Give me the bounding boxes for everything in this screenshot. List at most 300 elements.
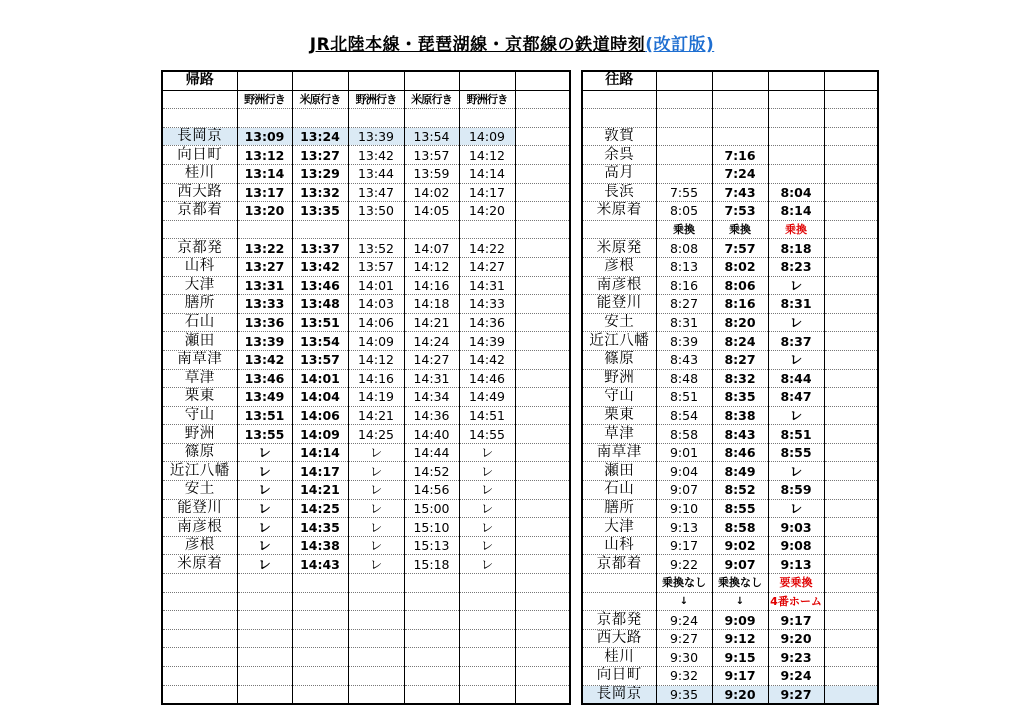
header-row <box>582 71 878 90</box>
time-cell: 14:21 <box>404 313 459 332</box>
time-cell: レ <box>348 536 404 555</box>
table-row <box>582 127 878 146</box>
time-cell: 9:17 <box>712 667 768 686</box>
empty-cell <box>824 685 878 704</box>
time-cell: 14:55 <box>459 425 515 444</box>
time-cell: レ <box>459 443 515 462</box>
time-cell: 8:16 <box>656 276 712 295</box>
empty-cell <box>824 518 878 537</box>
time-cell <box>656 127 712 146</box>
station-name: 守山 <box>162 406 237 425</box>
table-row <box>582 462 878 481</box>
empty-cell <box>824 257 878 276</box>
station-name: 米原着 <box>582 202 656 221</box>
empty-cell <box>515 71 570 90</box>
empty-cell <box>459 611 515 630</box>
time-cell: 乗換 <box>712 220 768 239</box>
empty-cell <box>712 90 768 109</box>
station-name: 山科 <box>582 536 656 555</box>
table-row <box>162 499 570 518</box>
empty-cell <box>515 592 570 611</box>
time-cell: レ <box>237 518 292 537</box>
page-title <box>0 30 1024 55</box>
time-cell <box>404 220 459 239</box>
table-row <box>162 257 570 276</box>
time-cell: 7:57 <box>712 239 768 258</box>
spacer-row <box>162 592 570 611</box>
empty-cell <box>162 648 237 667</box>
empty-cell <box>515 555 570 574</box>
time-cell: 14:12 <box>348 350 404 369</box>
station-name: 膳所 <box>162 295 237 314</box>
table-row <box>582 164 878 183</box>
time-cell: 14:12 <box>459 146 515 165</box>
empty-cell <box>824 388 878 407</box>
time-cell: 9:24 <box>656 611 712 630</box>
table-row <box>162 369 570 388</box>
empty-cell <box>515 481 570 500</box>
station-name: 大津 <box>162 276 237 295</box>
time-cell: 14:51 <box>459 406 515 425</box>
empty-cell <box>824 443 878 462</box>
time-cell: 13:39 <box>348 127 404 146</box>
table-row <box>162 518 570 537</box>
time-cell: 13:35 <box>292 202 348 221</box>
time-cell: 14:25 <box>348 425 404 444</box>
station-name: 石山 <box>582 481 656 500</box>
time-cell: レ <box>459 499 515 518</box>
table-row <box>582 406 878 425</box>
time-cell: 15:00 <box>404 499 459 518</box>
empty-cell <box>459 109 515 128</box>
empty-cell <box>348 109 404 128</box>
table-row <box>162 276 570 295</box>
empty-cell <box>515 332 570 351</box>
station-name: 瀬田 <box>582 462 656 481</box>
time-cell: レ <box>768 276 824 295</box>
table-row <box>162 127 570 146</box>
table-row <box>582 499 878 518</box>
empty-cell <box>404 667 459 686</box>
time-cell: 13:20 <box>237 202 292 221</box>
time-cell: 14:24 <box>404 332 459 351</box>
empty-cell <box>824 592 878 611</box>
time-cell: 要乗換 <box>768 574 824 593</box>
time-cell: 乗換 <box>768 220 824 239</box>
time-cell: 14:17 <box>459 183 515 202</box>
time-cell: 13:37 <box>292 239 348 258</box>
empty-cell <box>162 611 237 630</box>
empty-cell <box>824 611 878 630</box>
empty-cell <box>515 369 570 388</box>
time-cell: 14:49 <box>459 388 515 407</box>
empty-cell <box>515 164 570 183</box>
empty-cell <box>515 257 570 276</box>
time-cell: 14:05 <box>404 202 459 221</box>
table-row <box>582 648 878 667</box>
empty-cell <box>824 202 878 221</box>
table-row <box>162 555 570 574</box>
station-name: 長浜 <box>582 183 656 202</box>
station-name: 向日町 <box>162 146 237 165</box>
time-cell <box>656 164 712 183</box>
empty-cell <box>162 629 237 648</box>
time-cell: 8:31 <box>768 295 824 314</box>
empty-cell <box>404 685 459 704</box>
empty-cell <box>348 667 404 686</box>
time-cell: レ <box>348 518 404 537</box>
empty-cell <box>656 90 712 109</box>
time-cell: 9:04 <box>656 462 712 481</box>
time-cell: ↓ <box>656 592 712 611</box>
time-cell: 13:09 <box>237 127 292 146</box>
time-cell: レ <box>237 499 292 518</box>
empty-cell <box>515 146 570 165</box>
time-cell: 8:59 <box>768 481 824 500</box>
empty-cell <box>292 648 348 667</box>
empty-cell <box>162 109 237 128</box>
time-cell: 14:04 <box>292 388 348 407</box>
time-cell <box>459 220 515 239</box>
time-cell: 9:17 <box>656 536 712 555</box>
empty-cell <box>515 629 570 648</box>
station-name: 近江八幡 <box>162 462 237 481</box>
station-name: 南彦根 <box>582 276 656 295</box>
table-row <box>582 239 878 258</box>
station-name: 篠原 <box>582 350 656 369</box>
empty-cell <box>162 574 237 593</box>
empty-cell <box>515 202 570 221</box>
time-cell: 14:02 <box>404 183 459 202</box>
empty-cell <box>515 462 570 481</box>
empty-cell <box>824 425 878 444</box>
station-name: 栗東 <box>162 388 237 407</box>
time-cell: 14:25 <box>292 499 348 518</box>
time-cell <box>768 164 824 183</box>
empty-cell <box>515 443 570 462</box>
time-cell: 9:17 <box>768 611 824 630</box>
time-cell: 9:23 <box>768 648 824 667</box>
time-cell: レ <box>237 555 292 574</box>
empty-cell <box>824 109 878 128</box>
time-cell: 14:36 <box>459 313 515 332</box>
empty-cell <box>459 574 515 593</box>
table-row <box>582 257 878 276</box>
time-cell: 13:24 <box>292 127 348 146</box>
table-row <box>162 481 570 500</box>
empty-cell <box>824 313 878 332</box>
time-cell: レ <box>348 555 404 574</box>
time-cell: 13:39 <box>237 332 292 351</box>
time-cell: 9:07 <box>656 481 712 500</box>
empty-cell <box>404 592 459 611</box>
destination-header: 米原行き <box>292 90 348 109</box>
empty-cell <box>515 313 570 332</box>
time-cell: 8:04 <box>768 183 824 202</box>
empty-cell <box>515 611 570 630</box>
time-cell: 8:58 <box>656 425 712 444</box>
table-row <box>582 332 878 351</box>
time-cell: 8:20 <box>712 313 768 332</box>
station-name <box>162 220 237 239</box>
empty-cell <box>515 406 570 425</box>
time-cell: レ <box>348 481 404 500</box>
station-name: 京都着 <box>582 555 656 574</box>
time-cell: レ <box>237 443 292 462</box>
station-name: 京都着 <box>162 202 237 221</box>
empty-cell <box>515 183 570 202</box>
time-cell: 13:49 <box>237 388 292 407</box>
time-cell: 9:03 <box>768 518 824 537</box>
section-label: 帰路 <box>162 71 237 90</box>
table-row <box>162 164 570 183</box>
empty-cell <box>824 536 878 555</box>
time-cell: 13:50 <box>348 202 404 221</box>
time-cell: 7:55 <box>656 183 712 202</box>
table-row <box>582 350 878 369</box>
time-cell: 14:03 <box>348 295 404 314</box>
time-cell: 14:34 <box>404 388 459 407</box>
empty-cell <box>515 667 570 686</box>
empty-cell <box>656 109 712 128</box>
time-cell: 14:56 <box>404 481 459 500</box>
table-row <box>582 574 878 593</box>
empty-cell <box>515 276 570 295</box>
empty-cell <box>292 109 348 128</box>
time-cell: 8:44 <box>768 369 824 388</box>
time-cell: レ <box>768 462 824 481</box>
empty-cell <box>656 71 712 90</box>
time-cell: 9:27 <box>768 685 824 704</box>
table-row <box>582 388 878 407</box>
time-cell: 14:36 <box>404 406 459 425</box>
time-cell: 15:13 <box>404 536 459 555</box>
empty-cell <box>824 555 878 574</box>
time-cell: 8:46 <box>712 443 768 462</box>
empty-cell <box>824 648 878 667</box>
empty-cell <box>348 71 404 90</box>
time-cell: 14:39 <box>459 332 515 351</box>
time-cell: 13:12 <box>237 146 292 165</box>
time-cell <box>656 146 712 165</box>
empty-cell <box>824 90 878 109</box>
destination-header: 野洲行き <box>459 90 515 109</box>
empty-cell <box>768 71 824 90</box>
time-cell: レ <box>237 462 292 481</box>
empty-cell <box>459 685 515 704</box>
station-name: 向日町 <box>582 667 656 686</box>
table-row <box>582 611 878 630</box>
time-cell: 13:54 <box>404 127 459 146</box>
time-cell: 13:51 <box>237 406 292 425</box>
time-cell: 13:55 <box>237 425 292 444</box>
time-cell: 8:14 <box>768 202 824 221</box>
station-name: 高月 <box>582 164 656 183</box>
outbound-table <box>581 70 879 705</box>
table-row <box>582 629 878 648</box>
table-row <box>162 406 570 425</box>
time-cell: 9:27 <box>656 629 712 648</box>
time-cell: 7:43 <box>712 183 768 202</box>
station-name: 安土 <box>582 313 656 332</box>
station-name: 野洲 <box>582 369 656 388</box>
time-cell: レ <box>237 536 292 555</box>
time-cell: 13:31 <box>237 276 292 295</box>
empty-cell <box>824 499 878 518</box>
table-row <box>582 295 878 314</box>
time-cell: 8:52 <box>712 481 768 500</box>
destination-header: 野洲行き <box>348 90 404 109</box>
time-cell: 14:06 <box>348 313 404 332</box>
time-cell: 8:24 <box>712 332 768 351</box>
empty-cell <box>348 574 404 593</box>
time-cell: 14:01 <box>292 369 348 388</box>
time-cell: 14:40 <box>404 425 459 444</box>
time-cell: 9:13 <box>768 555 824 574</box>
time-cell: 14:06 <box>292 406 348 425</box>
time-cell: 8:51 <box>656 388 712 407</box>
time-cell: 14:18 <box>404 295 459 314</box>
empty-cell <box>404 629 459 648</box>
table-row <box>582 536 878 555</box>
empty-cell <box>515 220 570 239</box>
empty-cell <box>515 518 570 537</box>
time-cell: 13:57 <box>292 350 348 369</box>
time-cell: レ <box>459 462 515 481</box>
empty-cell <box>237 629 292 648</box>
time-cell: 9:32 <box>656 667 712 686</box>
station-name: 彦根 <box>162 536 237 555</box>
station-name: 長岡京 <box>582 685 656 704</box>
spacer-row <box>162 667 570 686</box>
empty-cell <box>824 239 878 258</box>
time-cell: 9:09 <box>712 611 768 630</box>
time-cell: 13:29 <box>292 164 348 183</box>
title-main: JR北陸本線・琵琶湖線・京都線の鉄道時刻 <box>309 35 646 55</box>
time-cell: 8:43 <box>712 425 768 444</box>
time-cell: 13:42 <box>237 350 292 369</box>
time-cell: 9:35 <box>656 685 712 704</box>
empty-cell <box>459 71 515 90</box>
station-name: 余呉 <box>582 146 656 165</box>
empty-cell <box>582 90 656 109</box>
time-cell: 9:30 <box>656 648 712 667</box>
time-cell: 7:53 <box>712 202 768 221</box>
time-cell: 14:38 <box>292 536 348 555</box>
station-name: 南草津 <box>582 443 656 462</box>
empty-cell <box>824 183 878 202</box>
station-name: 米原発 <box>582 239 656 258</box>
table-row <box>162 202 570 221</box>
table-row <box>582 425 878 444</box>
time-cell: 14:35 <box>292 518 348 537</box>
time-cell: 13:46 <box>237 369 292 388</box>
table-row <box>162 388 570 407</box>
time-cell: 14:19 <box>348 388 404 407</box>
table-row <box>162 332 570 351</box>
empty-cell <box>515 425 570 444</box>
empty-cell <box>459 629 515 648</box>
time-cell: 14:20 <box>459 202 515 221</box>
empty-cell <box>237 667 292 686</box>
station-name: 長岡京 <box>162 127 237 146</box>
empty-cell <box>292 611 348 630</box>
time-cell: 14:21 <box>292 481 348 500</box>
empty-cell <box>404 574 459 593</box>
empty-cell <box>292 629 348 648</box>
time-cell: 8:38 <box>712 406 768 425</box>
time-cell <box>768 127 824 146</box>
time-cell: 14:01 <box>348 276 404 295</box>
empty-cell <box>459 648 515 667</box>
empty-cell <box>515 685 570 704</box>
empty-cell <box>515 239 570 258</box>
spacer-row <box>162 685 570 704</box>
station-name: 瀬田 <box>162 332 237 351</box>
table-row <box>582 183 878 202</box>
table-row <box>162 146 570 165</box>
time-cell: 9:22 <box>656 555 712 574</box>
table-row <box>582 276 878 295</box>
station-name: 敦賀 <box>582 127 656 146</box>
table-row <box>162 462 570 481</box>
time-cell: レ <box>459 536 515 555</box>
empty-cell <box>515 536 570 555</box>
return-table <box>161 70 571 705</box>
empty-cell <box>768 90 824 109</box>
time-cell: 14:22 <box>459 239 515 258</box>
time-cell: 13:46 <box>292 276 348 295</box>
time-cell: 13:42 <box>348 146 404 165</box>
empty-cell <box>515 127 570 146</box>
time-cell: 14:42 <box>459 350 515 369</box>
table-row <box>162 183 570 202</box>
empty-cell <box>237 685 292 704</box>
time-cell <box>348 220 404 239</box>
time-cell: 8:27 <box>656 295 712 314</box>
title-revised: (改訂版) <box>645 35 715 55</box>
time-cell: 9:24 <box>768 667 824 686</box>
spacer-row <box>162 648 570 667</box>
station-name <box>582 574 656 593</box>
time-cell: 13:48 <box>292 295 348 314</box>
time-cell: レ <box>459 518 515 537</box>
empty-cell <box>292 685 348 704</box>
time-cell: 15:18 <box>404 555 459 574</box>
station-name: 南彦根 <box>162 518 237 537</box>
time-cell: 9:07 <box>712 555 768 574</box>
empty-cell <box>404 648 459 667</box>
empty-cell <box>162 667 237 686</box>
station-name: 京都発 <box>582 611 656 630</box>
empty-cell <box>292 71 348 90</box>
empty-cell <box>515 499 570 518</box>
empty-cell <box>459 592 515 611</box>
time-cell: 9:10 <box>656 499 712 518</box>
time-cell: 8:39 <box>656 332 712 351</box>
time-cell: 13:57 <box>404 146 459 165</box>
station-name: 大津 <box>582 518 656 537</box>
empty-cell <box>824 146 878 165</box>
time-cell: 8:54 <box>656 406 712 425</box>
time-cell: 乗換なし <box>712 574 768 593</box>
time-cell: 9:15 <box>712 648 768 667</box>
time-cell: 14:17 <box>292 462 348 481</box>
empty-cell <box>348 629 404 648</box>
table-row <box>582 202 878 221</box>
destination-row <box>162 90 570 109</box>
time-cell: レ <box>348 499 404 518</box>
